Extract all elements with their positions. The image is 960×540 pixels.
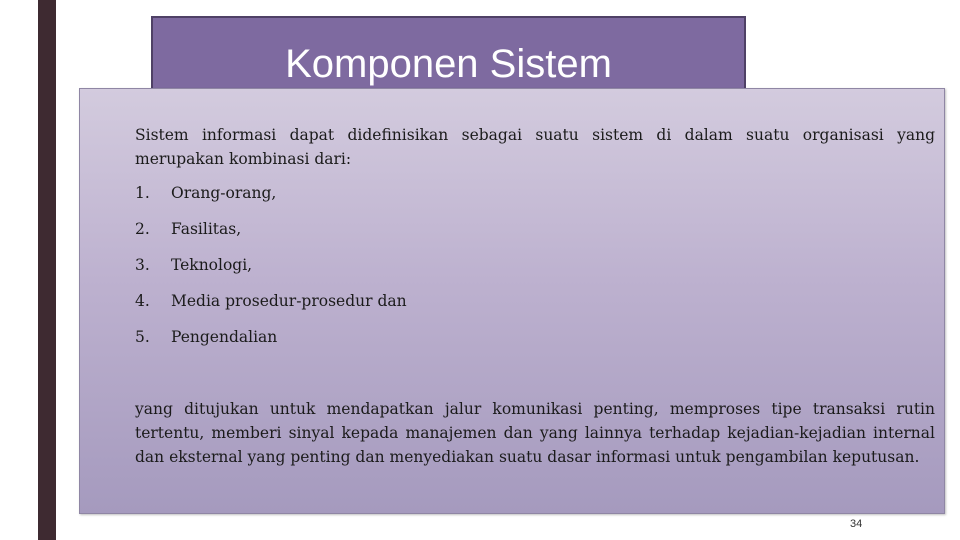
list-item [135, 289, 407, 325]
outro-paragraph: yang ditujukan untuk mendapatkan jalur komunikasi penting, memproses tipe transaksi rutin tertentu, memberi sinyal kepada manajemen dan yang lainnya terhadap kejadian-kejadian internal dan eksternal yang penting dan menyediakan suatu dasar informasi untuk pengambilan keputusan. [135, 400, 935, 466]
list-item-label: Fasilitas, [171, 220, 242, 238]
component-list [135, 181, 407, 361]
left-accent-bar [38, 0, 56, 540]
list-item [135, 325, 407, 361]
list-item-label: Orang-orang, [171, 184, 277, 202]
list-item-label: Media prosedur-prosedur dan [171, 292, 407, 310]
list-item-number: 1. [135, 184, 150, 202]
slide-title: Komponen Sistem [285, 42, 612, 86]
list-item-label: Teknologi, [171, 256, 253, 274]
list-item [135, 217, 407, 253]
page-number: 34 [850, 518, 863, 530]
list-item [135, 181, 407, 217]
list-item-label: Pengendalian [171, 328, 278, 346]
list-item-number: 5. [135, 328, 150, 346]
list-item-number: 4. [135, 292, 150, 310]
list-item-number: 3. [135, 256, 150, 274]
list-item [135, 253, 407, 289]
list-item-number: 2. [135, 220, 150, 238]
intro-paragraph: Sistem informasi dapat didefinisikan sebagai suatu sistem di dalam suatu organisasi yang merupakan kombinasi dari: [135, 126, 935, 168]
content-box [79, 88, 945, 514]
